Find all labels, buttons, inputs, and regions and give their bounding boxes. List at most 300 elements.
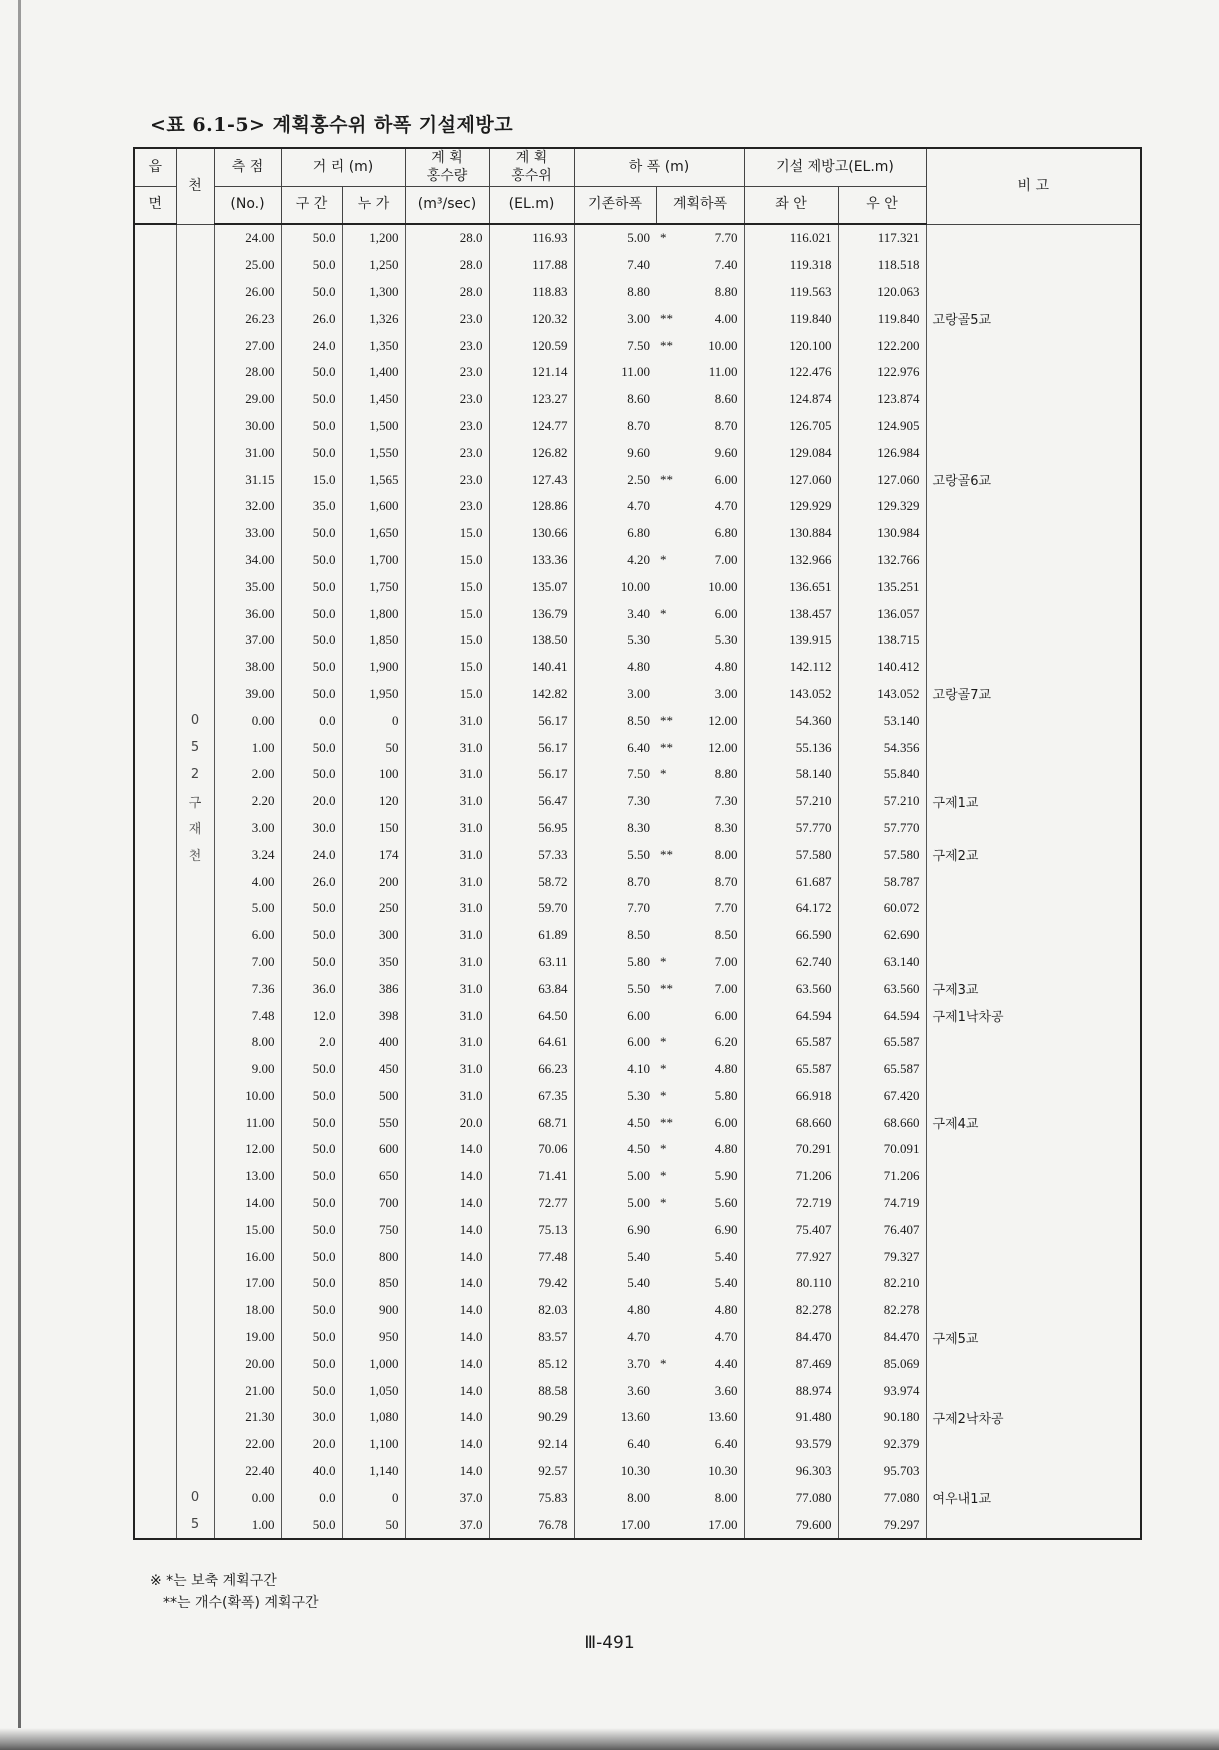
cell-cum: 1,050 — [342, 1377, 405, 1404]
cell-eup — [134, 975, 176, 1002]
cell-stream — [176, 1431, 214, 1458]
table-row — [134, 493, 1141, 520]
cell-h: 71.41 — [489, 1163, 574, 1190]
cell-q: 15.0 — [405, 573, 489, 600]
cell-sec: 50.0 — [281, 654, 342, 681]
cell-eup — [134, 413, 176, 440]
cell-h: 56.17 — [489, 707, 574, 734]
cell-plan: 7.00 — [676, 949, 744, 976]
header-station: 측 점 — [214, 148, 281, 187]
cell-plan: 8.80 — [676, 761, 744, 788]
cell-right: 82.278 — [838, 1297, 926, 1324]
cell-remark — [926, 707, 1141, 734]
cell-h: 67.35 — [489, 1083, 574, 1110]
cell-q: 23.0 — [405, 332, 489, 359]
cell-cum: 1,700 — [342, 547, 405, 574]
cell-exist: 3.00 — [574, 681, 656, 708]
cell-stream — [176, 359, 214, 386]
cell-no: 37.00 — [214, 627, 281, 654]
cell-sec: 26.0 — [281, 868, 342, 895]
page-title: <표 6.1-5> 계획홍수위 하폭 기설제방고 — [150, 114, 514, 136]
cell-sec: 50.0 — [281, 359, 342, 386]
cell-h: 138.50 — [489, 627, 574, 654]
cell-h: 70.06 — [489, 1136, 574, 1163]
table-row — [134, 1458, 1141, 1485]
cell-right: 130.984 — [838, 520, 926, 547]
cell-mark — [656, 788, 676, 815]
cell-plan: 4.70 — [676, 493, 744, 520]
cell-sec: 35.0 — [281, 493, 342, 520]
cell-h: 64.50 — [489, 1002, 574, 1029]
cell-eup — [134, 224, 176, 252]
cell-left: 57.580 — [744, 841, 838, 868]
cell-no: 7.00 — [214, 949, 281, 976]
cell-left: 84.470 — [744, 1324, 838, 1351]
cell-left: 120.100 — [744, 332, 838, 359]
cell-exist: 5.30 — [574, 1083, 656, 1110]
cell-left: 126.705 — [744, 413, 838, 440]
cell-right: 117.321 — [838, 224, 926, 252]
cell-no: 29.00 — [214, 386, 281, 413]
cell-no: 10.00 — [214, 1083, 281, 1110]
cell-eup — [134, 922, 176, 949]
header-flow-unit: (m³/sec) — [405, 187, 489, 225]
cell-cum: 1,300 — [342, 279, 405, 306]
cell-no: 4.00 — [214, 868, 281, 895]
cell-q: 20.0 — [405, 1109, 489, 1136]
cell-h: 123.27 — [489, 386, 574, 413]
cell-eup — [134, 1324, 176, 1351]
cell-remark — [926, 224, 1141, 252]
cell-cum: 300 — [342, 922, 405, 949]
cell-sec: 26.0 — [281, 305, 342, 332]
cell-exist: 6.40 — [574, 1431, 656, 1458]
cell-q: 15.0 — [405, 654, 489, 681]
cell-eup — [134, 895, 176, 922]
cell-stream — [176, 600, 214, 627]
cell-cum: 150 — [342, 815, 405, 842]
cell-q: 14.0 — [405, 1163, 489, 1190]
table-row — [134, 332, 1141, 359]
cell-exist: 5.30 — [574, 627, 656, 654]
cell-mark — [656, 1511, 676, 1539]
cell-h: 117.88 — [489, 252, 574, 279]
cell-eup — [134, 252, 176, 279]
cell-h: 56.47 — [489, 788, 574, 815]
cell-stream — [176, 573, 214, 600]
header-levee: 기설 제방고(EL.m) — [744, 148, 926, 187]
cell-mark: ** — [660, 712, 674, 728]
cell-mark: ** — [660, 310, 674, 326]
cell-remark — [926, 654, 1141, 681]
cell-exist: 5.00 — [574, 224, 656, 252]
cell-sec: 20.0 — [281, 1431, 342, 1458]
cell-q: 31.0 — [405, 815, 489, 842]
cell-right: 63.560 — [838, 975, 926, 1002]
table-row — [134, 279, 1141, 306]
cell-mark: ** — [660, 980, 674, 996]
cell-cum: 1,450 — [342, 386, 405, 413]
cell-sec: 50.0 — [281, 627, 342, 654]
cell-stream — [176, 1216, 214, 1243]
cell-left: 75.407 — [744, 1216, 838, 1243]
cell-stream — [176, 520, 214, 547]
cell-remark — [926, 493, 1141, 520]
cell-left: 143.052 — [744, 681, 838, 708]
cell-mark — [656, 1431, 676, 1458]
cell-sec: 30.0 — [281, 815, 342, 842]
cell-left: 124.874 — [744, 386, 838, 413]
cell-right: 79.297 — [838, 1511, 926, 1539]
cell-plan: 6.00 — [676, 466, 744, 493]
cell-left: 77.080 — [744, 1484, 838, 1511]
cell-left: 91.480 — [744, 1404, 838, 1431]
cell-h: 57.33 — [489, 841, 574, 868]
cell-stream: 2 — [176, 761, 214, 788]
table-row — [134, 654, 1141, 681]
cell-h: 121.14 — [489, 359, 574, 386]
cell-no: 26.00 — [214, 279, 281, 306]
cell-h: 56.17 — [489, 734, 574, 761]
cell-left: 129.929 — [744, 493, 838, 520]
cell-stream — [176, 252, 214, 279]
cell-exist: 8.50 — [574, 707, 656, 734]
table-row — [134, 895, 1141, 922]
cell-q: 23.0 — [405, 386, 489, 413]
cell-stream — [176, 413, 214, 440]
cell-h: 66.23 — [489, 1056, 574, 1083]
cell-right: 55.840 — [838, 761, 926, 788]
cell-eup — [134, 681, 176, 708]
cell-exist: 7.40 — [574, 252, 656, 279]
cell-right: 57.210 — [838, 788, 926, 815]
cell-cum: 0 — [342, 1484, 405, 1511]
cell-remark: 구제4교 — [926, 1109, 1141, 1136]
scan-edge-bottom — [0, 1728, 1219, 1750]
cell-plan: 5.60 — [676, 1190, 744, 1217]
header-distance-cumulative: 누 가 — [342, 187, 405, 225]
cell-remark: 구제2낙차공 — [926, 1404, 1141, 1431]
cell-cum: 950 — [342, 1324, 405, 1351]
cell-remark — [926, 547, 1141, 574]
cell-eup — [134, 1029, 176, 1056]
cell-stream — [176, 1350, 214, 1377]
cell-plan: 5.30 — [676, 627, 744, 654]
cell-eup — [134, 493, 176, 520]
cell-mark — [656, 279, 676, 306]
table-row — [134, 788, 1141, 815]
cell-right: 120.063 — [838, 279, 926, 306]
cell-q: 31.0 — [405, 922, 489, 949]
cell-stream — [176, 305, 214, 332]
cell-left: 93.579 — [744, 1431, 838, 1458]
cell-exist: 5.50 — [574, 841, 656, 868]
cell-left: 130.884 — [744, 520, 838, 547]
cell-stream — [176, 1136, 214, 1163]
cell-stream — [176, 949, 214, 976]
cell-q: 31.0 — [405, 1002, 489, 1029]
cell-stream — [176, 1404, 214, 1431]
cell-right: 127.060 — [838, 466, 926, 493]
cell-right: 92.379 — [838, 1431, 926, 1458]
cell-mark — [656, 359, 676, 386]
cell-sec: 2.0 — [281, 1029, 342, 1056]
cell-eup — [134, 949, 176, 976]
cell-exist: 5.00 — [574, 1190, 656, 1217]
cell-remark — [926, 734, 1141, 761]
cell-no: 2.20 — [214, 788, 281, 815]
cell-h: 72.77 — [489, 1190, 574, 1217]
cell-sec: 50.0 — [281, 1136, 342, 1163]
cell-remark — [926, 359, 1141, 386]
cell-remark — [926, 1350, 1141, 1377]
table-row — [134, 707, 1141, 734]
cell-left: 57.210 — [744, 788, 838, 815]
cell-sec: 50.0 — [281, 681, 342, 708]
cell-exist: 5.40 — [574, 1243, 656, 1270]
cell-right: 63.140 — [838, 949, 926, 976]
cell-no: 12.00 — [214, 1136, 281, 1163]
cell-exist: 6.00 — [574, 1029, 656, 1056]
cell-cum: 700 — [342, 1190, 405, 1217]
cell-mark — [656, 1404, 676, 1431]
cell-plan: 8.70 — [676, 413, 744, 440]
cell-left: 77.927 — [744, 1243, 838, 1270]
table-row — [134, 975, 1141, 1002]
cell-remark — [926, 439, 1141, 466]
cell-mark — [656, 922, 676, 949]
cell-sec: 50.0 — [281, 1190, 342, 1217]
cell-h: 120.32 — [489, 305, 574, 332]
cell-stream — [176, 1243, 214, 1270]
cell-plan: 8.80 — [676, 279, 744, 306]
cell-remark — [926, 815, 1141, 842]
cell-stream: 0 — [176, 707, 214, 734]
cell-stream — [176, 627, 214, 654]
cell-eup — [134, 359, 176, 386]
cell-mark: ** — [660, 337, 674, 353]
cell-plan: 13.60 — [676, 1404, 744, 1431]
cell-q: 28.0 — [405, 252, 489, 279]
cell-remark — [926, 1297, 1141, 1324]
cell-h: 85.12 — [489, 1350, 574, 1377]
cell-q: 31.0 — [405, 841, 489, 868]
cell-sec: 50.0 — [281, 439, 342, 466]
table-row — [134, 466, 1141, 493]
cell-exist: 3.40 — [574, 600, 656, 627]
cell-remark — [926, 1458, 1141, 1485]
cell-cum: 550 — [342, 1109, 405, 1136]
cell-stream — [176, 1029, 214, 1056]
cell-eup — [134, 1136, 176, 1163]
cell-exist: 8.50 — [574, 922, 656, 949]
table-row — [134, 305, 1141, 332]
cell-cum: 900 — [342, 1297, 405, 1324]
cell-plan: 8.60 — [676, 386, 744, 413]
cell-right: 65.587 — [838, 1056, 926, 1083]
cell-q: 37.0 — [405, 1511, 489, 1539]
cell-sec: 50.0 — [281, 600, 342, 627]
cell-remark: 구제1교 — [926, 788, 1141, 815]
cell-q: 31.0 — [405, 1029, 489, 1056]
cell-h: 59.70 — [489, 895, 574, 922]
cell-no: 21.30 — [214, 1404, 281, 1431]
header-flow-label: 계 획 홍수량 — [426, 150, 468, 184]
cell-left: 54.360 — [744, 707, 838, 734]
cell-plan: 11.00 — [676, 359, 744, 386]
header-width-existing: 기존하폭 — [574, 187, 656, 225]
cell-no: 14.00 — [214, 1190, 281, 1217]
cell-right: 132.766 — [838, 547, 926, 574]
cell-eup — [134, 1431, 176, 1458]
cell-right: 126.984 — [838, 439, 926, 466]
cell-mark — [656, 573, 676, 600]
cell-sec: 24.0 — [281, 841, 342, 868]
cell-stream — [176, 1377, 214, 1404]
cell-q: 31.0 — [405, 707, 489, 734]
cell-cum: 450 — [342, 1056, 405, 1083]
cell-plan: 6.00 — [676, 1109, 744, 1136]
cell-mark: * — [660, 1061, 667, 1077]
cell-q: 23.0 — [405, 305, 489, 332]
cell-q: 23.0 — [405, 359, 489, 386]
cell-q: 14.0 — [405, 1377, 489, 1404]
cell-right: 90.180 — [838, 1404, 926, 1431]
cell-right: 68.660 — [838, 1109, 926, 1136]
footnote-widening: **는 개수(확폭) 계획구간 — [163, 1595, 319, 1611]
cell-remark: 구제5교 — [926, 1324, 1141, 1351]
cell-q: 23.0 — [405, 439, 489, 466]
cell-h: 88.58 — [489, 1377, 574, 1404]
table-row — [134, 573, 1141, 600]
cell-left: 87.469 — [744, 1350, 838, 1377]
cell-no: 13.00 — [214, 1163, 281, 1190]
cell-sec: 50.0 — [281, 761, 342, 788]
cell-q: 14.0 — [405, 1431, 489, 1458]
cell-eup — [134, 332, 176, 359]
cell-remark — [926, 761, 1141, 788]
cell-mark — [656, 413, 676, 440]
cell-exist: 5.80 — [574, 949, 656, 976]
cell-mark — [656, 386, 676, 413]
cell-h: 124.77 — [489, 413, 574, 440]
cell-remark — [926, 1163, 1141, 1190]
cell-right: 57.580 — [838, 841, 926, 868]
cell-right: 54.356 — [838, 734, 926, 761]
cell-cum: 800 — [342, 1243, 405, 1270]
cell-cum: 1,200 — [342, 224, 405, 252]
cell-no: 5.00 — [214, 895, 281, 922]
cell-no: 19.00 — [214, 1324, 281, 1351]
cell-remark — [926, 1243, 1141, 1270]
cell-remark — [926, 1377, 1141, 1404]
cell-right: 82.210 — [838, 1270, 926, 1297]
cell-cum: 200 — [342, 868, 405, 895]
cell-remark — [926, 1511, 1141, 1539]
header-level-label: 계 획 홍수위 — [511, 150, 552, 184]
cell-exist: 10.00 — [574, 573, 656, 600]
cell-sec: 40.0 — [281, 1458, 342, 1485]
cell-eup — [134, 279, 176, 306]
cell-h: 128.86 — [489, 493, 574, 520]
cell-eup — [134, 573, 176, 600]
cell-exist: 8.60 — [574, 386, 656, 413]
cell-q: 31.0 — [405, 895, 489, 922]
cell-plan: 7.70 — [676, 224, 744, 252]
cell-h: 68.71 — [489, 1109, 574, 1136]
cell-stream — [176, 1190, 214, 1217]
cell-sec: 50.0 — [281, 1163, 342, 1190]
header-width: 하 폭 (m) — [574, 148, 744, 187]
cell-sec: 50.0 — [281, 895, 342, 922]
cell-left: 66.590 — [744, 922, 838, 949]
table-row — [134, 841, 1141, 868]
cell-stream: 재 — [176, 815, 214, 842]
cell-sec: 50.0 — [281, 1270, 342, 1297]
cell-right: 71.206 — [838, 1163, 926, 1190]
cell-left: 136.651 — [744, 573, 838, 600]
cell-cum: 850 — [342, 1270, 405, 1297]
cell-remark — [926, 573, 1141, 600]
cell-exist: 5.50 — [574, 975, 656, 1002]
cell-mark: * — [660, 1034, 667, 1050]
cell-plan: 12.00 — [676, 734, 744, 761]
table-row — [134, 627, 1141, 654]
cell-mark: * — [660, 1355, 667, 1371]
cell-cum: 100 — [342, 761, 405, 788]
cell-left: 119.563 — [744, 279, 838, 306]
table-row — [134, 949, 1141, 976]
cell-sec: 30.0 — [281, 1404, 342, 1431]
cell-right: 77.080 — [838, 1484, 926, 1511]
cell-exist: 4.10 — [574, 1056, 656, 1083]
cell-left: 63.560 — [744, 975, 838, 1002]
cell-mark: ** — [660, 846, 674, 862]
cell-h: 136.79 — [489, 600, 574, 627]
table-row — [134, 413, 1141, 440]
cell-exist: 7.30 — [574, 788, 656, 815]
cell-plan: 3.00 — [676, 681, 744, 708]
cell-no: 8.00 — [214, 1029, 281, 1056]
cell-left: 80.110 — [744, 1270, 838, 1297]
cell-mark — [656, 439, 676, 466]
cell-no: 36.00 — [214, 600, 281, 627]
cell-q: 14.0 — [405, 1270, 489, 1297]
cell-stream — [176, 439, 214, 466]
cell-exist: 4.50 — [574, 1136, 656, 1163]
cell-q: 28.0 — [405, 224, 489, 252]
cell-stream — [176, 279, 214, 306]
cell-stream — [176, 1002, 214, 1029]
cell-exist: 3.00 — [574, 305, 656, 332]
cell-h: 127.43 — [489, 466, 574, 493]
cell-sec: 20.0 — [281, 788, 342, 815]
cell-plan: 8.30 — [676, 815, 744, 842]
cell-plan: 5.40 — [676, 1243, 744, 1270]
cell-h: 142.82 — [489, 681, 574, 708]
cell-plan: 6.20 — [676, 1029, 744, 1056]
cell-eup — [134, 1216, 176, 1243]
cell-remark — [926, 1270, 1141, 1297]
header-myeon: 면 — [134, 187, 176, 225]
cell-mark — [656, 252, 676, 279]
cell-eup — [134, 627, 176, 654]
cell-cum: 650 — [342, 1163, 405, 1190]
cell-plan: 4.80 — [676, 1136, 744, 1163]
cell-h: 140.41 — [489, 654, 574, 681]
cell-eup — [134, 868, 176, 895]
cell-q: 31.0 — [405, 734, 489, 761]
